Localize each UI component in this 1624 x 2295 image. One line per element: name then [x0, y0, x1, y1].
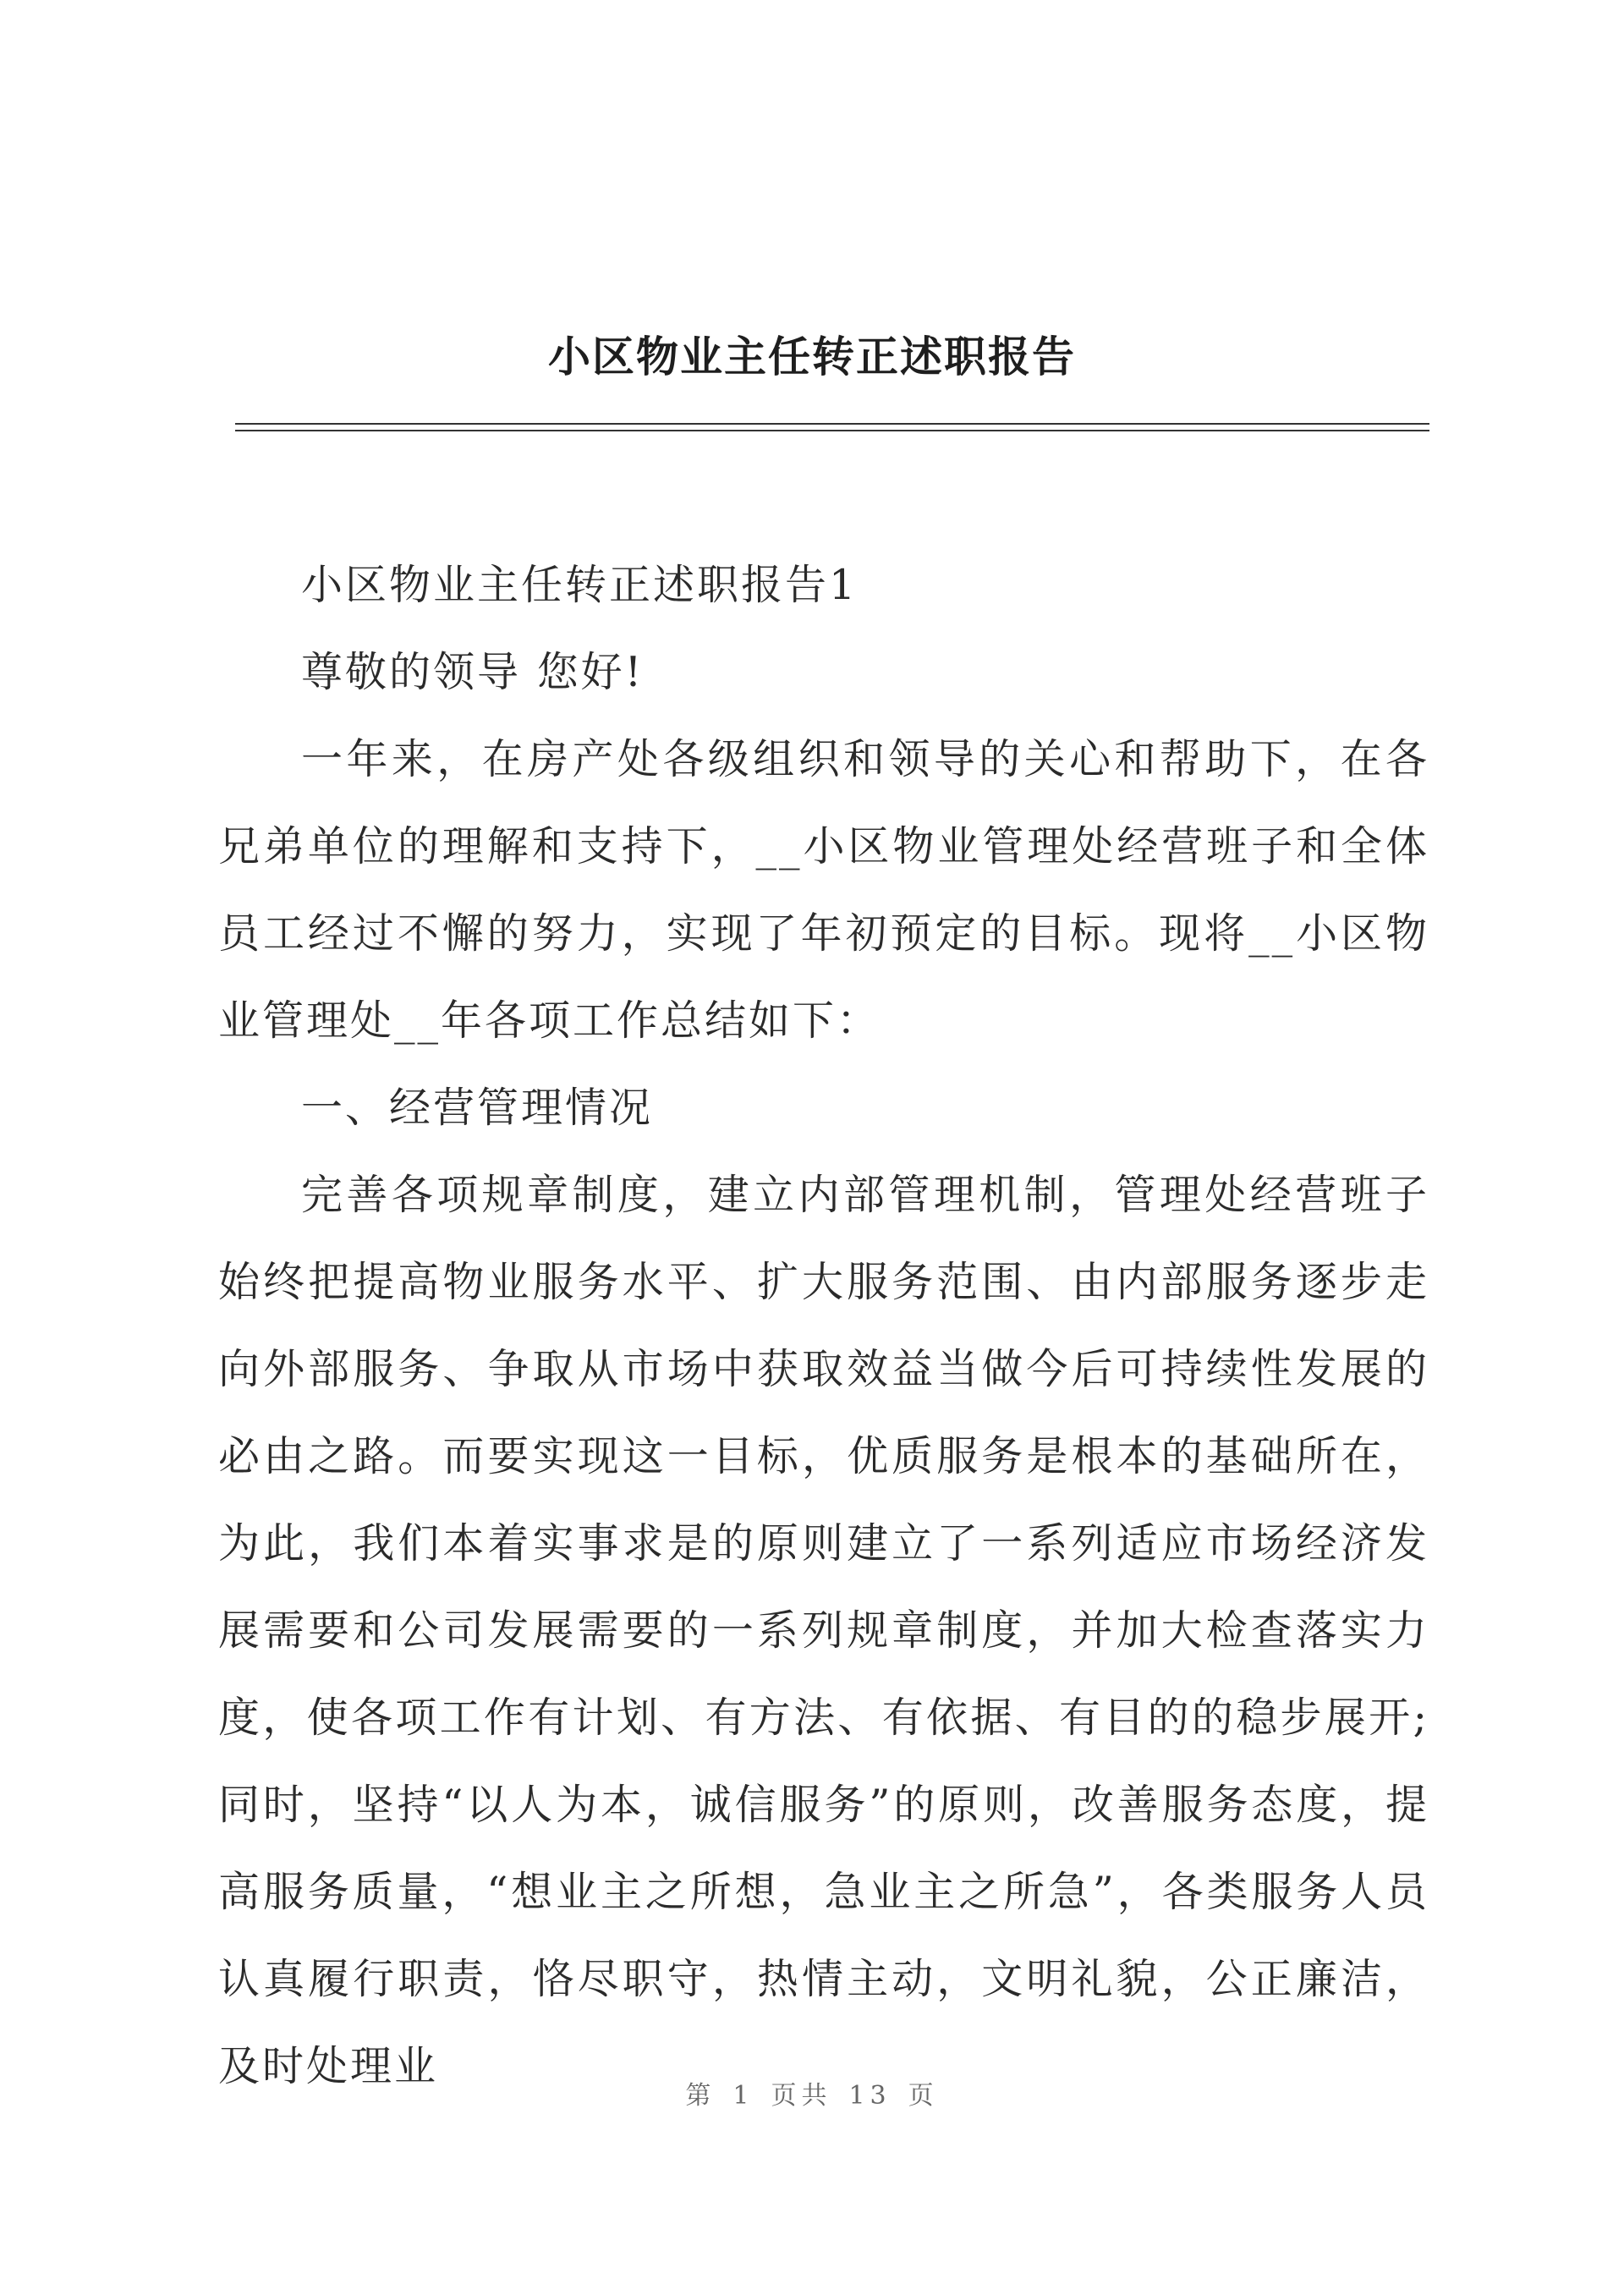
footer-prefix: 第: [685, 2081, 716, 2111]
section-heading-report-1: 小区物业主任转正述职报告1: [301, 561, 859, 609]
salutation: 尊敬的领导 您好!: [301, 648, 645, 696]
management-paragraph: 完善各项规章制度，建立内部管理机制，管理处经营班子始终把提高物业服务水平、扩大服务范围、由内部服务逐步走向外部服务、争取从市场中获取效益当做今后可持续性发展的必由之路。而要实现这一目标，优质服务是根本的基础所在，为此，我们本着实事求是的原则建立了一系列适应市场经济发展需要和公司发展需要的一系列规章制度，并加大检查落实力度，使各项工作有计划、有方法、有依据、有目的的稳步展开;同时，坚持“以人为本，诚信服务”的原则，改善服务态度，提高服务质量，“想业主之所想，急业主之所急”，各类服务人员认真履行职责，恪尽职守，热情主动，文明礼貌，公正廉洁，及时处理业: [218, 1171, 1429, 2090]
footer-suffix: 页: [908, 2081, 939, 2111]
document-body: [218, 541, 1429, 2110]
title-double-rule: [235, 423, 1429, 431]
section-heading-management: 一、经营管理情况: [301, 1084, 654, 1132]
footer-mid: 页共: [771, 2081, 832, 2111]
footer-total-pages: 13: [848, 2081, 892, 2111]
footer-current-page: 1: [732, 2081, 754, 2111]
document-title: 小区物业主任转正述职报告: [548, 332, 1076, 382]
page-footer: [0, 2074, 1624, 2111]
intro-paragraph: 一年来，在房产处各级组织和领导的关心和帮助下，在各兄弟单位的理解和支持下，__小区物业管理处经营班子和全体员工经过不懈的努力，实现了年初预定的目标。现将__小区物业管理处__年各项工作总结如下：: [218, 735, 1429, 1045]
